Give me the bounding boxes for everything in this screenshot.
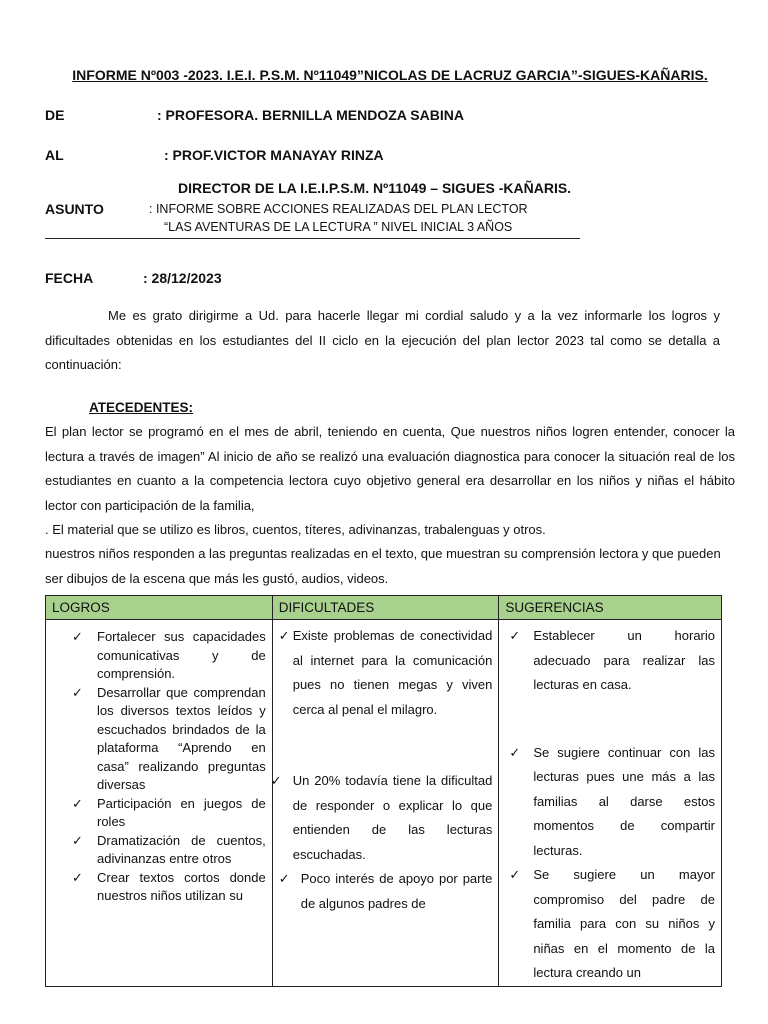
list-item bbox=[505, 863, 715, 986]
list-item bbox=[279, 867, 493, 916]
al-value: : PROF.VICTOR MANAYAY RINZA bbox=[164, 147, 384, 163]
table-row bbox=[46, 620, 722, 987]
de-value: : PROFESORA. BERNILLA MENDOZA SABINA bbox=[157, 107, 464, 123]
list-item: ✓ Participación en juegos de roles bbox=[52, 795, 266, 832]
header-sugerencias: SUGERENCIAS bbox=[499, 596, 722, 620]
check-icon: ✓ bbox=[270, 773, 282, 788]
document-title: INFORME Nº003 -2023. I.E.I. P.S.M. Nº11049”NICOLAS DE LACRUZ GARCIA”-SIGUES-KAÑARIS. bbox=[72, 67, 708, 83]
divider-line bbox=[45, 238, 580, 239]
list-item-text: Se sugiere continuar con las lecturas pues une más a las familias al darse estos momentos de compartir lecturas. bbox=[533, 744, 715, 858]
list-item: ✓ Desarrollar que comprendan los diversos textos leídos y escuchados brindados de la plataforma “Aprendo en casa” realizando preguntas diversas bbox=[52, 684, 266, 795]
header-logros: LOGROS bbox=[46, 596, 273, 620]
list-item-text: Poco interés de apoyo por parte de algunos padres de bbox=[300, 871, 493, 911]
check-icon: ✓ bbox=[278, 871, 290, 886]
director-line: DIRECTOR DE LA I.E.I.P.S.M. Nº11049 – SIGUES -KAÑARIS. bbox=[178, 180, 572, 196]
al-label: AL bbox=[45, 147, 64, 163]
table-header-row bbox=[46, 596, 722, 620]
fecha-label: FECHA bbox=[45, 270, 94, 286]
asunto-line-2: “LAS AVENTURAS DE LA LECTURA ” NIVEL INICIAL 3 AÑOS bbox=[164, 220, 513, 234]
check-icon: ✓ bbox=[509, 744, 521, 760]
asunto-line-1: : INFORME SOBRE ACCIONES REALIZADAS DEL PLAN LECTOR bbox=[149, 202, 528, 216]
sugerencias-list bbox=[505, 624, 715, 986]
asunto-label: ASUNTO bbox=[45, 201, 104, 217]
intro-paragraph: Me es grato dirigirme a Ud. para hacerle llegar mi cordial saludo y a la vez informarle los logros y dificultades obtenidas en los estudiantes del II ciclo en la ejecución del plan lector 2023 tal como se detalla a continuación: bbox=[45, 308, 720, 372]
dificultades-list bbox=[270, 624, 493, 916]
list-item-text: Existe problemas de conectividad al internet para la comunicación pues no tienen megas y viven cerca al penal el milagro. bbox=[292, 628, 493, 717]
antecedentes-paragraph-1: El plan lector se programó en el mes de abril, teniendo en cuenta, Que nuestros niños logren entender, conocer la lectura a través de imagen” Al inicio de año se realizó una evaluación diagnostica para conocer la situación real de los estudiantes en cuanto a la competencia lectora cuyo objetivo general era desarrollar en los niños y niñas el hábito lector con participación de la familia, bbox=[45, 424, 735, 513]
list-item bbox=[505, 741, 715, 864]
list-item-text: Establecer un horario adecuado para realizar las lecturas en casa. bbox=[533, 628, 715, 692]
header-dificultades: DIFICULTADES bbox=[272, 596, 499, 620]
de-label: DE bbox=[45, 107, 65, 123]
antecedentes-paragraph-2: . El material que se utilizo es libros, cuentos, títeres, adivinanzas, trabalenguas y otros. bbox=[45, 522, 546, 537]
list-item: ✓ Crear textos cortos donde nuestros niños utilizan su bbox=[52, 869, 266, 906]
list-item: ✓ Dramatización de cuentos, adivinanzas entre otros bbox=[52, 832, 266, 869]
list-item-text: Un 20% todavía tiene la dificultad de responder o explicar lo que entienden de las lecturas escuchadas. bbox=[292, 773, 493, 862]
report-table bbox=[45, 595, 722, 987]
check-icon: ✓ bbox=[509, 628, 521, 643]
fecha-value: : 28/12/2023 bbox=[143, 270, 222, 286]
antecedentes-heading: ATECEDENTES: bbox=[89, 400, 194, 415]
check-icon: ✓ bbox=[278, 628, 290, 643]
list-item bbox=[279, 624, 493, 722]
logros-cell bbox=[46, 620, 273, 987]
logros-list bbox=[52, 628, 266, 906]
sugerencias-cell bbox=[499, 620, 722, 987]
list-item bbox=[270, 769, 493, 867]
list-item bbox=[505, 624, 715, 698]
list-item: ✓ Fortalecer sus capacidades comunicativas y de comprensión. bbox=[52, 628, 266, 684]
check-icon: ✓ bbox=[509, 867, 521, 882]
antecedentes-paragraph-3: nuestros niños responden a las preguntas realizadas en el texto, que muestran su comprensión lectora y que pueden ser dibujos de la escena que más les gustó, audios, videos. bbox=[45, 546, 721, 586]
list-item-text: Se sugiere un mayor compromiso del padre de familia para con su niños y niñas en el momento de la lectura creando un bbox=[533, 867, 715, 980]
dificultades-cell bbox=[272, 620, 499, 987]
